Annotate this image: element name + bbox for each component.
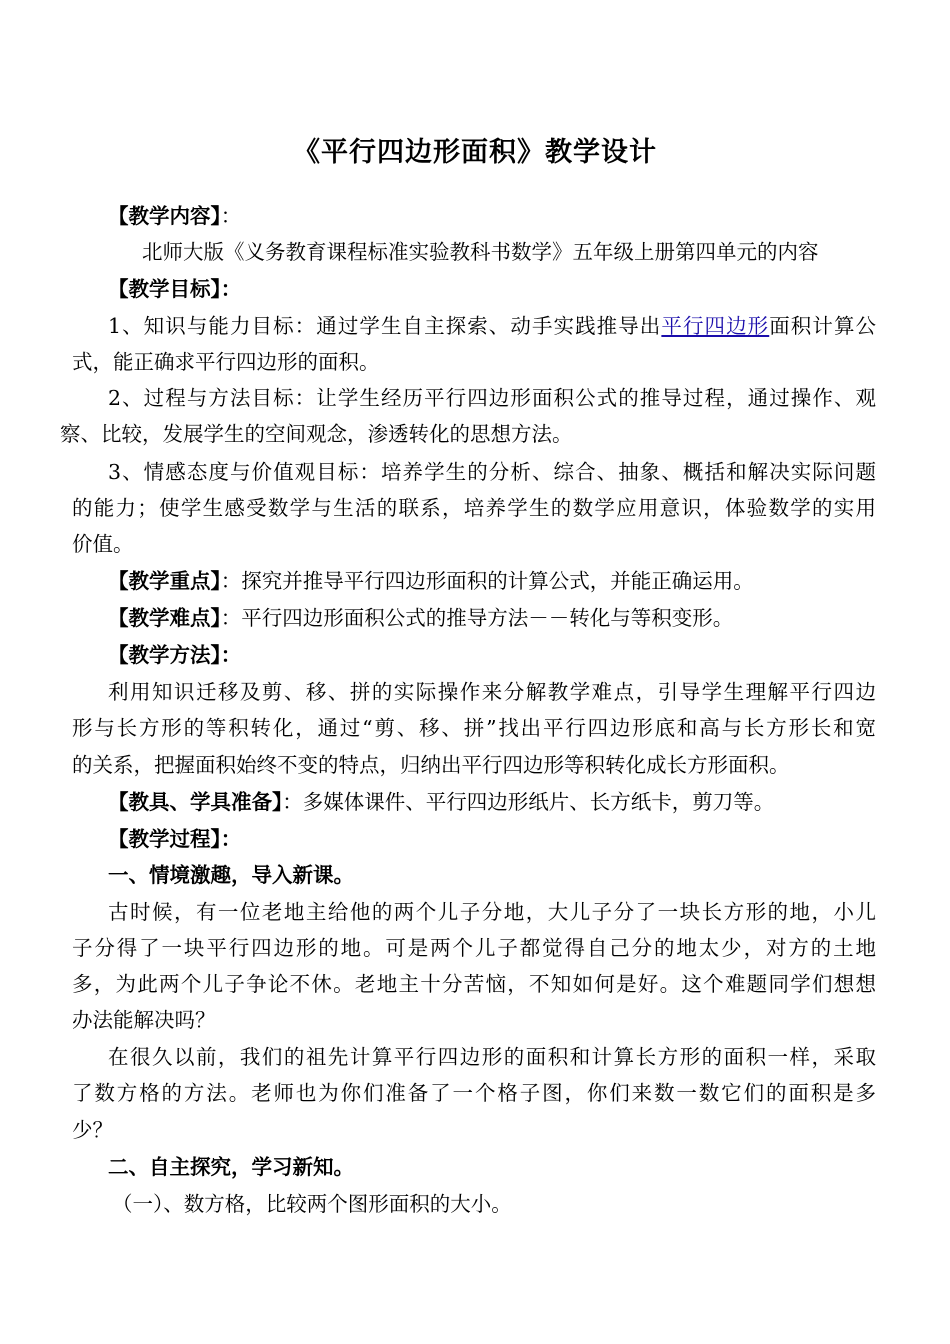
story-line-1: 古时候，有一位老地主给他的两个儿子分地，大儿子分了一块长方形的地，小儿 <box>108 900 876 924</box>
key-text: ：探究并推导平行四边形面积的计算公式，并能正确运用。 <box>220 569 754 593</box>
subsection-1: （一）、数方格，比较两个图形面积的大小。 <box>112 1192 512 1216</box>
method-line-2: 形与长方形的等积转化，通过“剪、移、拼”找出平行四边形底和高与长方形长和宽 <box>72 716 876 740</box>
tools-label: 【教具、学具准备】 <box>108 790 283 814</box>
goal-1-line-1 <box>108 312 876 340</box>
content-text: 北师大版《义务教育课程标准实验教科书数学》五年级上册第四单元的内容 <box>142 240 819 264</box>
content-colon: ： <box>220 204 242 228</box>
process-heading <box>108 825 241 853</box>
goals-heading <box>108 275 241 303</box>
difficulty-point <box>108 604 733 632</box>
method-line-3: 的关系，把握面积始终不变的特点，归纳出平行四边形等积转化成长方形面积。 <box>72 753 790 777</box>
goal-1-pre: 1、知识与能力目标：通过学生自主探索、动手实践推导出 <box>108 314 662 338</box>
goal-3-line-2: 的能力；使学生感受数学与生活的联系，培养学生的数学应用意识，体验数学的实用 <box>72 496 876 520</box>
tools-text: ：多媒体课件、平行四边形纸片、长方纸卡，剪刀等。 <box>282 790 775 814</box>
goal-3-line-1: 3、情感态度与价值观目标：培养学生的分析、综合、抽象、概括和解决实际问题 <box>108 460 876 484</box>
method-label: 【教学方法】 <box>108 643 221 667</box>
goal-1-line-2: 式，能正确求平行四边形的面积。 <box>72 350 380 374</box>
goal-3-line-3: 价值。 <box>72 532 134 556</box>
history-line-2: 了数方格的方法。老师也为你们准备了一个格子图，你们来数一数它们的面积是多 <box>72 1081 876 1105</box>
difficulty-text: ：平行四边形面积公式的推导方法－－转化与等积变形。 <box>220 606 734 630</box>
key-label: 【教学重点】 <box>108 569 221 593</box>
story-line-3: 多，为此两个儿子争论不休。老地主十分苦恼，不知如何是好。这个难题同学们想想 <box>72 972 876 996</box>
difficulty-label: 【教学难点】 <box>108 606 221 630</box>
tools <box>108 788 774 816</box>
section-2-heading: 二、自主探究，学习新知。 <box>108 1155 354 1179</box>
method-heading <box>108 641 241 669</box>
key-point <box>108 567 754 595</box>
parallelogram-link[interactable]: 平行四边形 <box>661 314 770 338</box>
goals-colon: ： <box>220 277 242 301</box>
story-line-2: 子分得了一块平行四边形的地。可是两个儿子都觉得自己分的地太少，对方的土地 <box>72 936 876 960</box>
section-1-heading: 一、情境激趣，导入新课。 <box>108 863 354 887</box>
method-colon: ： <box>220 643 242 667</box>
process-colon: ： <box>220 827 242 851</box>
history-line-3: 少？ <box>72 1118 113 1142</box>
story-line-4: 办法能解决吗？ <box>72 1008 216 1032</box>
content-heading <box>108 202 241 230</box>
history-line-1: 在很久以前，我们的祖先计算平行四边形的面积和计算长方形的面积一样，采取 <box>108 1045 876 1069</box>
process-label: 【教学过程】 <box>108 827 221 851</box>
goal-1-post: 面积计算公 <box>769 314 877 338</box>
goal-2-line-1: 2、过程与方法目标：让学生经历平行四边形面积公式的推导过程，通过操作、观 <box>108 386 876 410</box>
document-title: 《平行四边形面积》教学设计 <box>293 137 657 168</box>
content-label: 【教学内容】 <box>108 204 221 228</box>
goal-2-line-2: 察、比较，发展学生的空间观念，渗透转化的思想方法。 <box>60 422 573 446</box>
method-line-1: 利用知识迁移及剪、移、拼的实际操作来分解教学难点，引导学生理解平行四边 <box>108 680 876 704</box>
goals-label: 【教学目标】 <box>108 277 221 301</box>
